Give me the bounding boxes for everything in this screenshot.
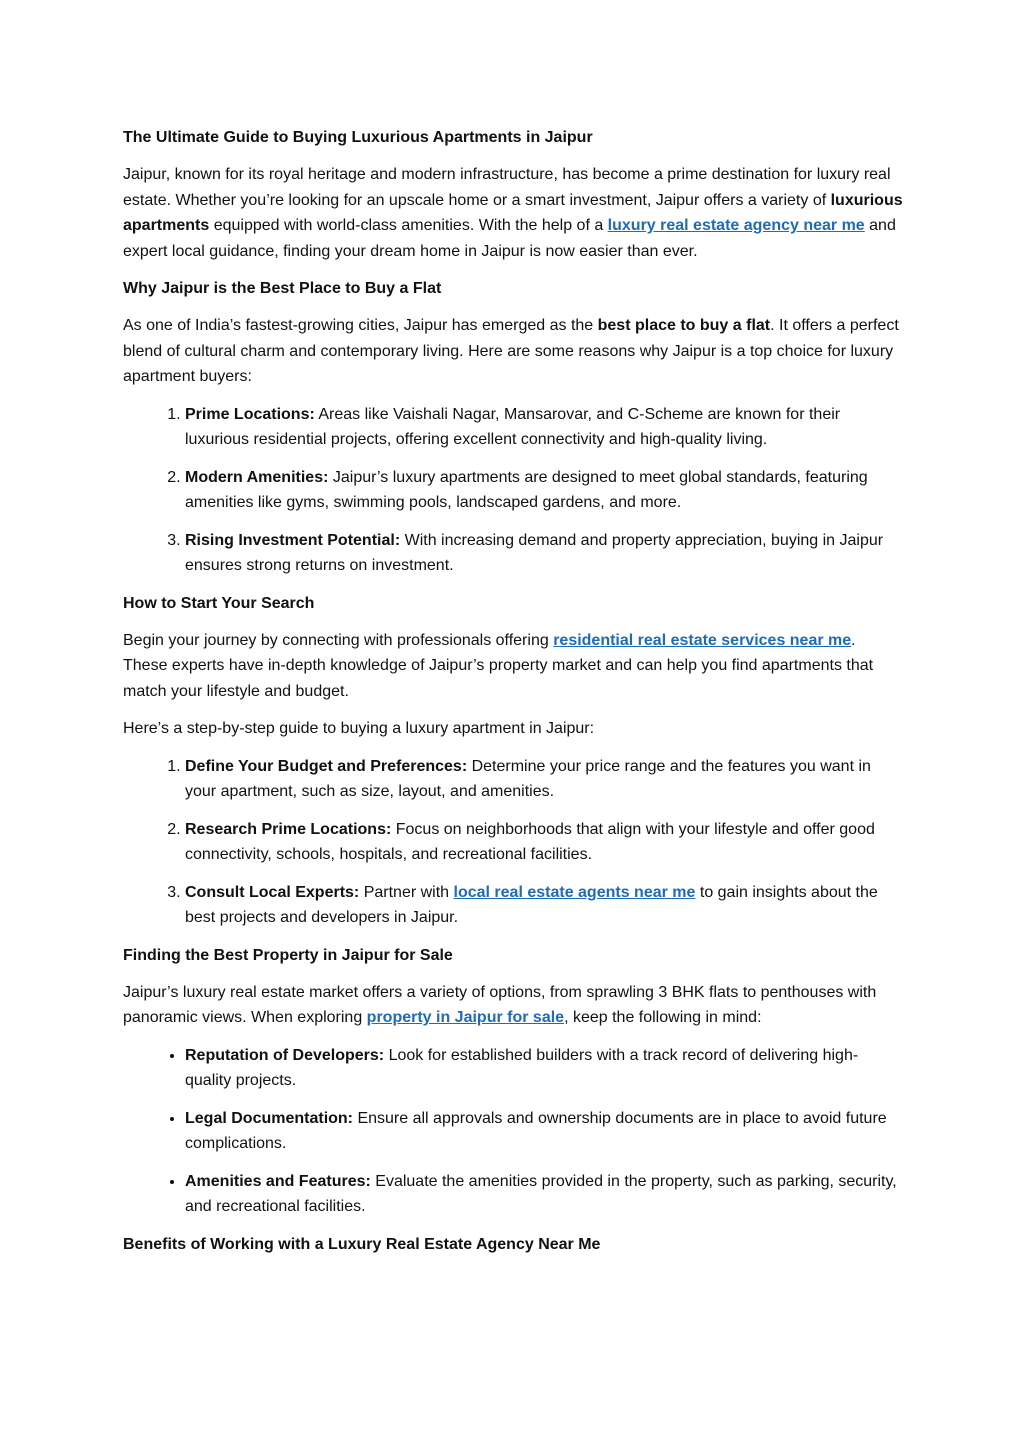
list-item-label: Legal Documentation: [185, 1109, 354, 1127]
list-item [185, 1043, 903, 1094]
list-item-label: Amenities and Features: [185, 1172, 371, 1190]
list-item [185, 528, 903, 579]
list-item [185, 1106, 903, 1157]
list-item-label: Consult Local Experts: [185, 883, 360, 901]
list-item-label: Rising Investment Potential: [185, 531, 401, 549]
list-item-label: Modern Amenities: [185, 468, 329, 486]
why-bold-1: best place to buy a flat [597, 317, 771, 334]
list-item [185, 880, 903, 931]
list-item [185, 465, 903, 516]
why-heading: Why Jaipur is the Best Place to Buy a Flat [123, 280, 442, 297]
list-item [185, 817, 903, 868]
why-text-2: . It offers a perfect blend of cultural charm and contemporary living. Here are some reasons why Jaipur is a top choice for luxury apartment buyers: [123, 317, 899, 385]
list-item [185, 402, 903, 453]
intro-text-1: Jaipur, known for its royal heritage and modern infrastructure, has become a prime destination for luxury real estate. Whether you’re looking for an upscale home or a smart investment, Jaipur offers a variety of [123, 166, 891, 209]
list-item-text: Evaluate the amenities provided in the property, such as parking, security, and recreational facilities. [185, 1172, 897, 1215]
list-item-text: Focus on neighborhoods that align with your lifestyle and offer good connectivity, schools, hospitals, and recreational facilities. [185, 820, 875, 863]
why-text-1: As one of India’s fastest-growing cities, Jaipur has emerged as the [123, 317, 598, 334]
search-text-2: . These experts have in-depth knowledge of Jaipur’s property market and can help you find apartments that match your lifestyle and budget. [123, 631, 874, 700]
list-item-label: Reputation of Developers: [185, 1046, 385, 1064]
local-agents-link[interactable]: local real estate agents near me [453, 883, 696, 901]
finding-text-1: Jaipur’s luxury real estate market offers a variety of options, from sprawling 3 BHK flats to penthouses with panoramic views. When exploring [123, 983, 877, 1026]
list-item [185, 1169, 903, 1220]
why-paragraph [123, 313, 903, 390]
finding-paragraph [123, 980, 903, 1031]
list-item-label: Research Prime Locations: [185, 820, 392, 838]
list-item-text: Look for established builders with a track record of delivering high-quality projects. [185, 1046, 859, 1089]
finding-text-2: , keep the following in mind: [564, 1009, 762, 1026]
list-item-label: Define Your Budget and Preferences: [185, 757, 468, 775]
intro-text-2: equipped with world-class amenities. With the help of a [209, 217, 608, 234]
residential-services-link[interactable]: residential real estate services near me [553, 631, 852, 649]
intro-text-3: and expert local guidance, finding your dream home in Jaipur is now easier than ever. [123, 217, 896, 260]
property-for-sale-link[interactable]: property in Jaipur for sale [366, 1009, 565, 1026]
list-item-text: Determine your price range and the features you want in your apartment, such as size, layout, and amenities. [185, 757, 871, 800]
list-item [185, 754, 903, 805]
search-heading: How to Start Your Search [123, 594, 315, 612]
intro-bold-1: luxurious apartments [123, 191, 903, 234]
list-item-text: Jaipur’s luxury apartments are designed to meet global standards, featuring amenities like gyms, swimming pools, landscaped gardens, and more. [185, 468, 868, 511]
finding-list [123, 1043, 903, 1220]
list-item-text: Areas like Vaishali Nagar, Mansarovar, and C-Scheme are known for their luxurious residential projects, offering excellent connectivity and high-quality living. [185, 405, 841, 448]
list-item-text: With increasing demand and property appreciation, buying in Jaipur ensures strong returns on investment. [185, 531, 884, 574]
benefits-heading: Benefits of Working with a Luxury Real Estate Agency Near Me [123, 1235, 601, 1253]
search-text-1: Begin your journey by connecting with professionals offering [123, 631, 554, 649]
finding-heading: Finding the Best Property in Jaipur for Sale [123, 946, 453, 964]
list-item-text: Partner with [359, 883, 454, 901]
list-item-text: Ensure all approvals and ownership documents are in place to avoid future complications. [185, 1109, 887, 1152]
luxury-agency-link[interactable]: luxury real estate agency near me [607, 217, 865, 234]
why-list [123, 402, 903, 579]
steps-intro-paragraph: Here’s a step-by-step guide to buying a luxury apartment in Jaipur: [123, 720, 595, 737]
steps-list [123, 754, 903, 931]
list-item-label: Prime Locations: [185, 405, 315, 423]
list-item-text: to gain insights about the best projects and developers in Jaipur. [185, 883, 878, 926]
search-paragraph [123, 628, 903, 705]
document-title: The Ultimate Guide to Buying Luxurious Apartments in Jaipur [123, 129, 593, 146]
intro-paragraph [123, 162, 903, 264]
